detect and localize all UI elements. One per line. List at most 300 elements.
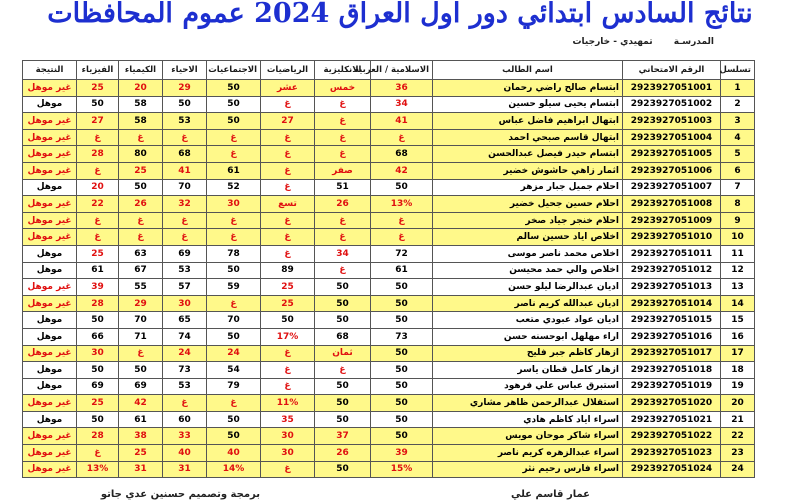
header-islamic-arabic: الاسلامية / العربية — [371, 61, 433, 80]
exam-number-cell: 2923927051019 — [623, 378, 721, 395]
grade-math: 27 — [261, 113, 315, 130]
serial-cell: 14 — [721, 295, 755, 312]
exam-number-cell: 2923927051001 — [623, 80, 721, 97]
grade-social: غ — [207, 129, 261, 146]
grade-social: 59 — [207, 279, 261, 296]
serial-cell: 19 — [721, 378, 755, 395]
grade-physics: 20 — [77, 179, 119, 196]
result-cell: غير موهل — [23, 428, 77, 445]
grade-english: 50 — [315, 411, 371, 428]
grade-islamic-arabic: 42 — [371, 162, 433, 179]
serial-cell: 12 — [721, 262, 755, 279]
grade-biology: 65 — [163, 312, 207, 329]
grade-math: غ — [261, 229, 315, 246]
grade-biology: 29 — [163, 80, 207, 97]
grade-islamic-arabic: 50 — [371, 428, 433, 445]
table-row — [23, 212, 755, 229]
grade-physics: 13% — [77, 461, 119, 478]
student-name-cell: اسراء فارس رحيم نثر — [433, 461, 623, 478]
grade-math: تسع — [261, 196, 315, 213]
student-name-cell: استبرق عباس علي فرهود — [433, 378, 623, 395]
grade-physics: غ — [77, 212, 119, 229]
header-row — [23, 61, 755, 80]
serial-cell: 10 — [721, 229, 755, 246]
serial-cell: 17 — [721, 345, 755, 362]
student-name-cell: اديان عواد عبودي متعب — [433, 312, 623, 329]
exam-number-cell: 2923927051016 — [623, 328, 721, 345]
grade-english: ثمان — [315, 345, 371, 362]
result-cell: موهل — [23, 411, 77, 428]
footer-author: عمار قاسم علي — [510, 489, 590, 500]
grade-biology: 53 — [163, 262, 207, 279]
grade-biology: 68 — [163, 146, 207, 163]
grade-chemistry: 50 — [119, 362, 163, 379]
table-row — [23, 461, 755, 478]
grade-physics: غ — [77, 445, 119, 462]
grade-islamic-arabic: 36 — [371, 80, 433, 97]
serial-cell: 4 — [721, 129, 755, 146]
exam-number-cell: 2923927051003 — [623, 113, 721, 130]
exam-number-cell: 2923927051009 — [623, 212, 721, 229]
grade-biology: 69 — [163, 245, 207, 262]
table-row — [23, 295, 755, 312]
grade-islamic-arabic: 61 — [371, 262, 433, 279]
grade-biology: 74 — [163, 328, 207, 345]
student-name-cell: ازهار كاظم جبر فليح — [433, 345, 623, 362]
grade-chemistry: 61 — [119, 411, 163, 428]
grade-english: 37 — [315, 428, 371, 445]
grade-physics: 22 — [77, 196, 119, 213]
grade-math: 11% — [261, 395, 315, 412]
grade-biology: 33 — [163, 428, 207, 445]
grade-physics: غ — [77, 129, 119, 146]
student-name-cell: اخلاص اياد حسين سالم — [433, 229, 623, 246]
grade-chemistry: 42 — [119, 395, 163, 412]
table-row — [23, 362, 755, 379]
exam-number-cell: 2923927051010 — [623, 229, 721, 246]
grade-physics: 25 — [77, 245, 119, 262]
school-label: المدرسـة — [673, 37, 714, 47]
grade-islamic-arabic: 41 — [371, 113, 433, 130]
student-name-cell: ازهار كامل قطان ياسر — [433, 362, 623, 379]
serial-cell: 9 — [721, 212, 755, 229]
grade-social: 79 — [207, 378, 261, 395]
grade-biology: 24 — [163, 345, 207, 362]
grade-islamic-arabic: 50 — [371, 411, 433, 428]
grade-social: غ — [207, 295, 261, 312]
grade-english: صفر — [315, 162, 371, 179]
grade-chemistry: 31 — [119, 461, 163, 478]
result-cell: موهل — [23, 312, 77, 329]
student-name-cell: اثمار زاهي حاشوش خضير — [433, 162, 623, 179]
grade-biology: 53 — [163, 113, 207, 130]
result-cell: غير موهل — [23, 129, 77, 146]
grade-islamic-arabic: 50 — [371, 295, 433, 312]
grade-physics: 28 — [77, 146, 119, 163]
grade-math: غ — [261, 362, 315, 379]
grade-social: 30 — [207, 196, 261, 213]
result-cell: غير موهل — [23, 162, 77, 179]
exam-number-cell: 2923927051023 — [623, 445, 721, 462]
grade-chemistry: 58 — [119, 113, 163, 130]
result-cell: غير موهل — [23, 229, 77, 246]
result-cell: موهل — [23, 245, 77, 262]
table-row — [23, 113, 755, 130]
grade-chemistry: 50 — [119, 179, 163, 196]
grade-biology: 50 — [163, 96, 207, 113]
result-cell: موهل — [23, 362, 77, 379]
grade-english: 50 — [315, 279, 371, 296]
grade-social: 52 — [207, 179, 261, 196]
grade-chemistry: 67 — [119, 262, 163, 279]
serial-cell: 15 — [721, 312, 755, 329]
result-cell: غير موهل — [23, 113, 77, 130]
grade-social: 54 — [207, 362, 261, 379]
result-cell: غير موهل — [23, 146, 77, 163]
exam-number-cell: 2923927051017 — [623, 345, 721, 362]
grade-social: 50 — [207, 428, 261, 445]
result-cell: موهل — [23, 262, 77, 279]
student-name-cell: اسراء عبدالزهره كريم ناصر — [433, 445, 623, 462]
table-row — [23, 279, 755, 296]
grade-islamic-arabic: 68 — [371, 146, 433, 163]
grade-social: 50 — [207, 411, 261, 428]
grade-physics: 39 — [77, 279, 119, 296]
table-row — [23, 162, 755, 179]
grade-physics: غ — [77, 162, 119, 179]
result-cell: غير موهل — [23, 80, 77, 97]
table-row — [23, 196, 755, 213]
grade-biology: 60 — [163, 411, 207, 428]
student-name-cell: اخلاص محمد ناصر موسى — [433, 245, 623, 262]
grade-physics: 69 — [77, 378, 119, 395]
grade-english: غ — [315, 212, 371, 229]
grade-math: غ — [261, 162, 315, 179]
student-name-cell: اديان عبدالرضا ليلو حسن — [433, 279, 623, 296]
grade-chemistry: 29 — [119, 295, 163, 312]
page-title: نتائج السادس ابتدائي دور اول العراق 2024 عموم المحافظات — [47, 0, 753, 29]
grade-math: غ — [261, 96, 315, 113]
grade-chemistry: 20 — [119, 80, 163, 97]
grade-physics: 30 — [77, 345, 119, 362]
grade-math: 17% — [261, 328, 315, 345]
grade-islamic-arabic: 39 — [371, 445, 433, 462]
grade-social: 50 — [207, 96, 261, 113]
grade-biology: غ — [163, 229, 207, 246]
student-name-cell: اخلاص والي حمد محيسن — [433, 262, 623, 279]
exam-number-cell: 2923927051022 — [623, 428, 721, 445]
serial-cell: 6 — [721, 162, 755, 179]
school-value: تمهيدي - خارجيات — [572, 37, 653, 47]
grade-physics: 25 — [77, 395, 119, 412]
result-cell: غير موهل — [23, 445, 77, 462]
student-name-cell: ابتسام حيدر فيصل عبدالحسن — [433, 146, 623, 163]
student-name-cell: اسراء شاكر موحان مويس — [433, 428, 623, 445]
student-name-cell: اراء مهلهل ابوحسنه حسن — [433, 328, 623, 345]
result-cell: غير موهل — [23, 212, 77, 229]
grade-chemistry: غ — [119, 212, 163, 229]
grade-physics: 28 — [77, 295, 119, 312]
grade-math: غ — [261, 129, 315, 146]
grade-math: غ — [261, 345, 315, 362]
exam-number-cell: 2923927051011 — [623, 245, 721, 262]
exam-number-cell: 2923927051005 — [623, 146, 721, 163]
exam-number-cell: 2923927051024 — [623, 461, 721, 478]
result-cell: غير موهل — [23, 295, 77, 312]
grade-biology: غ — [163, 129, 207, 146]
grade-social: 50 — [207, 113, 261, 130]
grade-social: غ — [207, 146, 261, 163]
grade-english: غ — [315, 129, 371, 146]
results-body — [23, 80, 755, 478]
grade-chemistry: 69 — [119, 378, 163, 395]
serial-cell: 1 — [721, 80, 755, 97]
grade-chemistry: 55 — [119, 279, 163, 296]
grade-islamic-arabic: 13% — [371, 196, 433, 213]
table-row — [23, 345, 755, 362]
grade-physics: 27 — [77, 113, 119, 130]
grade-social: 50 — [207, 80, 261, 97]
grade-english: 50 — [315, 378, 371, 395]
grade-english: غ — [315, 113, 371, 130]
exam-number-cell: 2923927051018 — [623, 362, 721, 379]
header-english: الانكليزية — [315, 61, 371, 80]
header-biology: الاحياء — [163, 61, 207, 80]
grade-social: غ — [207, 212, 261, 229]
grade-islamic-arabic: 50 — [371, 279, 433, 296]
grade-english: 68 — [315, 328, 371, 345]
grade-physics: 25 — [77, 80, 119, 97]
grade-chemistry: غ — [119, 229, 163, 246]
student-name-cell: استقلال عبدالرحمن ظاهر مشاري — [433, 395, 623, 412]
header-student-name: اسم الطالب — [433, 61, 623, 80]
table-row — [23, 229, 755, 246]
exam-number-cell: 2923927051013 — [623, 279, 721, 296]
grade-biology: 40 — [163, 445, 207, 462]
student-name-cell: ابتسام صالح راضي رحمان — [433, 80, 623, 97]
grade-math: عشر — [261, 80, 315, 97]
result-cell: موهل — [23, 328, 77, 345]
grade-math: غ — [261, 179, 315, 196]
exam-number-cell: 2923927051015 — [623, 312, 721, 329]
grade-english: 26 — [315, 445, 371, 462]
result-cell: موهل — [23, 179, 77, 196]
grade-physics: 50 — [77, 96, 119, 113]
school-line — [572, 37, 714, 51]
grade-physics: 50 — [77, 411, 119, 428]
result-cell: غير موهل — [23, 279, 77, 296]
grade-english: 50 — [315, 395, 371, 412]
footer-credit: برمجة وتصميم حسنين عدي جاتو — [100, 489, 260, 500]
grade-biology: 57 — [163, 279, 207, 296]
grade-islamic-arabic: 50 — [371, 378, 433, 395]
result-cell: غير موهل — [23, 461, 77, 478]
grade-biology: غ — [163, 395, 207, 412]
grade-social: 70 — [207, 312, 261, 329]
grade-math: غ — [261, 461, 315, 478]
grade-math: غ — [261, 245, 315, 262]
grade-islamic-arabic: 15% — [371, 461, 433, 478]
grade-social: 61 — [207, 162, 261, 179]
header-physics: الفيزياء — [77, 61, 119, 80]
grade-islamic-arabic: 50 — [371, 345, 433, 362]
grade-biology: 73 — [163, 362, 207, 379]
grade-islamic-arabic: 50 — [371, 362, 433, 379]
exam-number-cell: 2923927051014 — [623, 295, 721, 312]
grade-math: 25 — [261, 295, 315, 312]
serial-cell: 2 — [721, 96, 755, 113]
exam-number-cell: 2923927051007 — [623, 179, 721, 196]
grade-math: 35 — [261, 411, 315, 428]
grade-islamic-arabic: غ — [371, 212, 433, 229]
serial-cell: 13 — [721, 279, 755, 296]
results-table — [22, 60, 755, 478]
grade-biology: 41 — [163, 162, 207, 179]
serial-cell: 16 — [721, 328, 755, 345]
table-row — [23, 179, 755, 196]
student-name-cell: ابتهال قاسم صبحي احمد — [433, 129, 623, 146]
grade-chemistry: غ — [119, 345, 163, 362]
grade-english: غ — [315, 96, 371, 113]
grade-chemistry: 70 — [119, 312, 163, 329]
grade-physics: 66 — [77, 328, 119, 345]
student-name-cell: احلام حسين جحيل خضير — [433, 196, 623, 213]
grade-english: غ — [315, 229, 371, 246]
grade-social: 50 — [207, 262, 261, 279]
serial-cell: 24 — [721, 461, 755, 478]
table-row — [23, 328, 755, 345]
result-cell: موهل — [23, 96, 77, 113]
grade-chemistry: 80 — [119, 146, 163, 163]
table-row — [23, 262, 755, 279]
grade-math: غ — [261, 146, 315, 163]
serial-cell: 3 — [721, 113, 755, 130]
exam-number-cell: 2923927051021 — [623, 411, 721, 428]
exam-number-cell: 2923927051020 — [623, 395, 721, 412]
grade-islamic-arabic: 73 — [371, 328, 433, 345]
exam-number-cell: 2923927051012 — [623, 262, 721, 279]
exam-number-cell: 2923927051006 — [623, 162, 721, 179]
header-serial: تسلسل — [721, 61, 755, 80]
grade-math: 30 — [261, 445, 315, 462]
table-row — [23, 80, 755, 97]
grade-english: غ — [315, 262, 371, 279]
grade-english: 51 — [315, 179, 371, 196]
serial-cell: 5 — [721, 146, 755, 163]
grade-chemistry: 26 — [119, 196, 163, 213]
serial-cell: 22 — [721, 428, 755, 445]
exam-number-cell: 2923927051008 — [623, 196, 721, 213]
result-cell: غير موهل — [23, 196, 77, 213]
grade-english: 34 — [315, 245, 371, 262]
grade-biology: غ — [163, 212, 207, 229]
table-row — [23, 378, 755, 395]
grade-english: خمس — [315, 80, 371, 97]
grade-biology: 31 — [163, 461, 207, 478]
serial-cell: 20 — [721, 395, 755, 412]
grade-chemistry: 25 — [119, 445, 163, 462]
student-name-cell: ابتسام يحيى سيلو حسين — [433, 96, 623, 113]
table-row — [23, 146, 755, 163]
result-cell: غير موهل — [23, 345, 77, 362]
serial-cell: 7 — [721, 179, 755, 196]
grade-chemistry: 71 — [119, 328, 163, 345]
grade-social: 78 — [207, 245, 261, 262]
student-name-cell: اديان عبدالله كريم ناصر — [433, 295, 623, 312]
table-row — [23, 96, 755, 113]
grade-biology: 53 — [163, 378, 207, 395]
grade-islamic-arabic: غ — [371, 129, 433, 146]
grade-social: 14% — [207, 461, 261, 478]
grade-english: غ — [315, 146, 371, 163]
grade-math: 30 — [261, 428, 315, 445]
grade-islamic-arabic: 34 — [371, 96, 433, 113]
result-cell: موهل — [23, 378, 77, 395]
footer — [0, 489, 800, 501]
grade-islamic-arabic: 50 — [371, 395, 433, 412]
student-name-cell: ابتهال ابراهيم فاضل عباس — [433, 113, 623, 130]
grade-biology: 32 — [163, 196, 207, 213]
grade-english: 26 — [315, 196, 371, 213]
grade-biology: 70 — [163, 179, 207, 196]
grade-math: 25 — [261, 279, 315, 296]
grade-social: 40 — [207, 445, 261, 462]
table-row — [23, 312, 755, 329]
grade-chemistry: 63 — [119, 245, 163, 262]
grade-chemistry: 58 — [119, 96, 163, 113]
grade-english: 50 — [315, 461, 371, 478]
grade-physics: 28 — [77, 428, 119, 445]
student-name-cell: احلام جميل جبار مزهر — [433, 179, 623, 196]
exam-number-cell: 2923927051002 — [623, 96, 721, 113]
table-row — [23, 395, 755, 412]
header-social: الاجتماعيات — [207, 61, 261, 80]
student-name-cell: احلام خنجر جياد صخر — [433, 212, 623, 229]
grade-social: غ — [207, 229, 261, 246]
grade-islamic-arabic: 50 — [371, 179, 433, 196]
grade-english: 50 — [315, 295, 371, 312]
grade-math: 89 — [261, 262, 315, 279]
grade-chemistry: 38 — [119, 428, 163, 445]
header-chemistry: الكيمياء — [119, 61, 163, 80]
table-row — [23, 428, 755, 445]
grade-english: 50 — [315, 312, 371, 329]
serial-cell: 11 — [721, 245, 755, 262]
result-cell: غير موهل — [23, 395, 77, 412]
grade-physics: 50 — [77, 312, 119, 329]
table-row — [23, 445, 755, 462]
grade-islamic-arabic: غ — [371, 229, 433, 246]
grade-physics: غ — [77, 229, 119, 246]
grade-social: 24 — [207, 345, 261, 362]
grade-islamic-arabic: 50 — [371, 312, 433, 329]
grade-math: 50 — [261, 312, 315, 329]
header-math: الرياضيات — [261, 61, 315, 80]
grade-math: غ — [261, 212, 315, 229]
grade-physics: 50 — [77, 362, 119, 379]
serial-cell: 8 — [721, 196, 755, 213]
table-row — [23, 129, 755, 146]
grade-english: غ — [315, 362, 371, 379]
grade-social: 50 — [207, 328, 261, 345]
student-name-cell: اسراء اياد كاظم هادي — [433, 411, 623, 428]
serial-cell: 21 — [721, 411, 755, 428]
serial-cell: 18 — [721, 362, 755, 379]
serial-cell: 23 — [721, 445, 755, 462]
table-row — [23, 245, 755, 262]
grade-physics: 61 — [77, 262, 119, 279]
grade-math: غ — [261, 378, 315, 395]
